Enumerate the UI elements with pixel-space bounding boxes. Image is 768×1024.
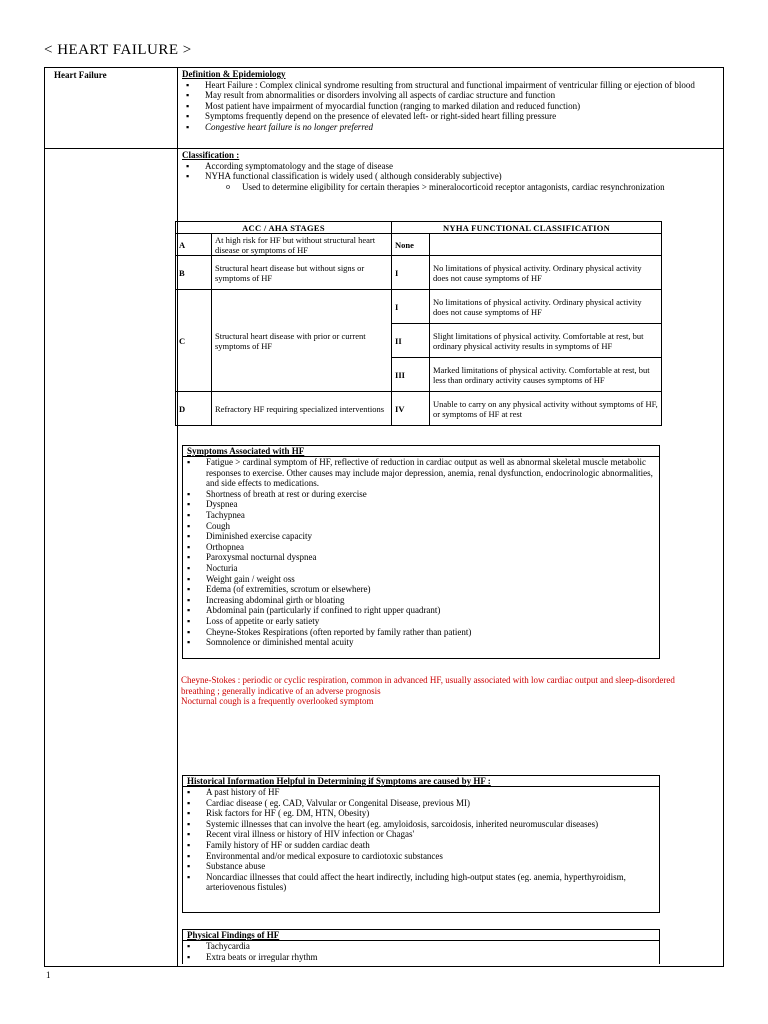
list-item: o Used to determine eligibility for certain therapies > mineralocorticoid receptor antagonists, cardiac resynchronization [182, 182, 718, 193]
list-item: ▪ Systemic illnesses that can involve the heart (eg. amyloidosis, sarcoidosis, inherited neuromuscular diseases) [183, 819, 653, 830]
stage-a-text: At high risk for HF but without structural heart disease or symptoms of HF [212, 234, 392, 256]
definition-list [182, 80, 718, 133]
list-item: ▪ Shortness of breath at rest or during exercise [183, 489, 653, 500]
page-title: < HEART FAILURE > [44, 42, 192, 58]
stage-b-label: B [176, 256, 212, 290]
history-list [183, 787, 659, 893]
page-number: 1 [46, 970, 51, 980]
list-item: ▪ Risk factors for HF ( eg. DM, HTN, Obesity) [183, 808, 653, 819]
stage-d-text: Refractory HF requiring specialized interventions [212, 392, 392, 426]
stage-c1-nyha: I [392, 290, 430, 324]
list-item: ▪ Cardiac disease ( eg. CAD, Valvular or Congenital Disease, previous MI) [183, 798, 653, 809]
stage-d-nyha-text: Unable to carry on any physical activity without symptoms of HF, or symptoms of HF at rest [430, 392, 662, 426]
list-item: ▪ Congestive heart failure is no longer preferred [182, 122, 718, 133]
stage-c-text: Structural heart disease with prior or current symptoms of HF [212, 290, 392, 392]
stage-b-text: Structural heart disease but without signs or symptoms of HF [212, 256, 392, 290]
list-item: ▪ Family history of HF or sudden cardiac death [183, 840, 653, 851]
cheyne-stokes-note [181, 675, 711, 707]
classification-heading: Classification : [182, 150, 240, 160]
definition-heading: Definition & Epidemiology [182, 69, 286, 79]
list-item: ▪ Weight gain / weight oss [183, 574, 653, 585]
note-line-2: Nocturnal cough is a frequently overlooked symptom [181, 696, 374, 707]
column-divider [177, 68, 178, 966]
acc-aha-header: ACC / AHA STAGES [176, 222, 392, 234]
list-item: ▪ Cough [183, 521, 653, 532]
stage-a-label: A [176, 234, 212, 256]
stage-c2-nyha: II [392, 324, 430, 358]
physical-findings-box [182, 929, 660, 964]
stage-c1-nyha-text: No limitations of physical activity. Ordinary physical activity does not cause symptoms of HF [430, 290, 662, 324]
list-item: ▪ Environmental and/or medical exposure to cardiotoxic substances [183, 851, 653, 862]
list-item: ▪ Somnolence or diminished mental acuity [183, 637, 653, 648]
list-item: ▪ Extra beats or irregular rhythm [183, 952, 659, 963]
list-item: ▪ Dyspnea [183, 499, 653, 510]
nyha-header: NYHA FUNCTIONAL CLASSIFICATION [392, 222, 662, 234]
list-item: ▪ Substance abuse [183, 861, 653, 872]
stage-c2-nyha-text: Slight limitations of physical activity. Comfortable at rest, but ordinary physical activity results in symptoms of HF [430, 324, 662, 358]
list-item: ▪ Noncardiac illnesses that could affect the heart indirectly, including high-output states (eg. anemia, hyperthyroidism, arteriovenous fistules) [183, 872, 653, 893]
symptoms-list [183, 457, 659, 648]
physical-findings-list [183, 941, 659, 962]
history-heading: Historical Information Helpful in Determining if Symptoms are caused by HF : [183, 776, 659, 787]
list-item: ▪ Most patient have impairment of myocardial function (ranging to marked dilation and reduced function) [182, 101, 718, 112]
definition-section [182, 69, 718, 133]
list-item: ▪ Edema (of extremities, scrotum or elsewhere) [183, 584, 653, 595]
stage-d-nyha: IV [392, 392, 430, 426]
note-line-1: Cheyne-Stokes : periodic or cyclic respiration, common in advanced HF, usually associated with low cardiac output and sleep-disordered breathing ; generally indicative of an adverse prognosis [181, 675, 675, 696]
stage-d-label: D [176, 392, 212, 426]
list-item: ▪ A past history of HF [183, 787, 653, 798]
list-item: ▪ Tachypnea [183, 510, 653, 521]
list-item: ▪ Nocturia [183, 563, 653, 574]
stage-b-nyha: I [392, 256, 430, 290]
list-item: ▪ Cheyne-Stokes Respirations (often reported by family rather than patient) [183, 627, 653, 638]
history-box [182, 775, 660, 913]
list-item: ▪ Increasing abdominal girth or bloating [183, 595, 653, 606]
list-item: ▪ Recent viral illness or history of HIV infection or Chagas' [183, 829, 653, 840]
list-item: ▪ Fatigue > cardinal symptom of HF, reflective of reduction in cardiac output as well as abnormal skeletal muscle metabolic responses to exercise. Other causes may include major depression, anemia, renal dysfunction, endocrinologic abnormalities, and side effects to medications. [183, 457, 653, 489]
classification-sublist [182, 182, 718, 193]
list-item: ▪ NYHA functional classification is widely used ( although considerably subjective) [182, 171, 718, 182]
stage-b-nyha-text: No limitations of physical activity. Ordinary physical activity does not cause symptoms of HF [430, 256, 662, 290]
symptoms-heading: Symptoms Associated with HF [183, 446, 659, 457]
classification-list [182, 161, 718, 182]
list-item: ▪ May result from abnormalities or disorders involving all aspects of cardiac structure and function [182, 90, 718, 101]
stage-c-label: C [176, 290, 212, 392]
physical-findings-heading: Physical Findings of HF [183, 930, 659, 941]
stages-table [175, 221, 662, 426]
list-item: ▪ Orthopnea [183, 542, 653, 553]
list-item: ▪ According symptomatology and the stage of disease [182, 161, 718, 172]
list-item: ▪ Symptoms frequently depend on the presence of elevated left- or right-sided heart filling pressure [182, 111, 718, 122]
list-item: ▪ Abdominal pain (particularly if confined to right upper quadrant) [183, 605, 653, 616]
list-item: ▪ Tachycardia [183, 941, 659, 952]
list-item: ▪ Diminished exercise capacity [183, 531, 653, 542]
classification-section [182, 150, 718, 192]
heart-failure-label: Heart Failure [54, 70, 107, 80]
stage-c3-nyha-text: Marked limitations of physical activity. Comfortable at rest, but less than ordinary activity causes symptoms of HF [430, 358, 662, 392]
stage-a-nyha: None [392, 234, 430, 256]
list-item: ▪ Paroxysmal nocturnal dyspnea [183, 552, 653, 563]
list-item: ▪ Loss of appetite or early satiety [183, 616, 653, 627]
symptoms-box [182, 445, 660, 659]
list-item: ▪ Heart Failure : Complex clinical syndrome resulting from structural and functional impairment of ventricular filling or ejection of blood [182, 80, 718, 91]
stage-a-nyha-text [430, 234, 662, 256]
stage-c3-nyha: III [392, 358, 430, 392]
